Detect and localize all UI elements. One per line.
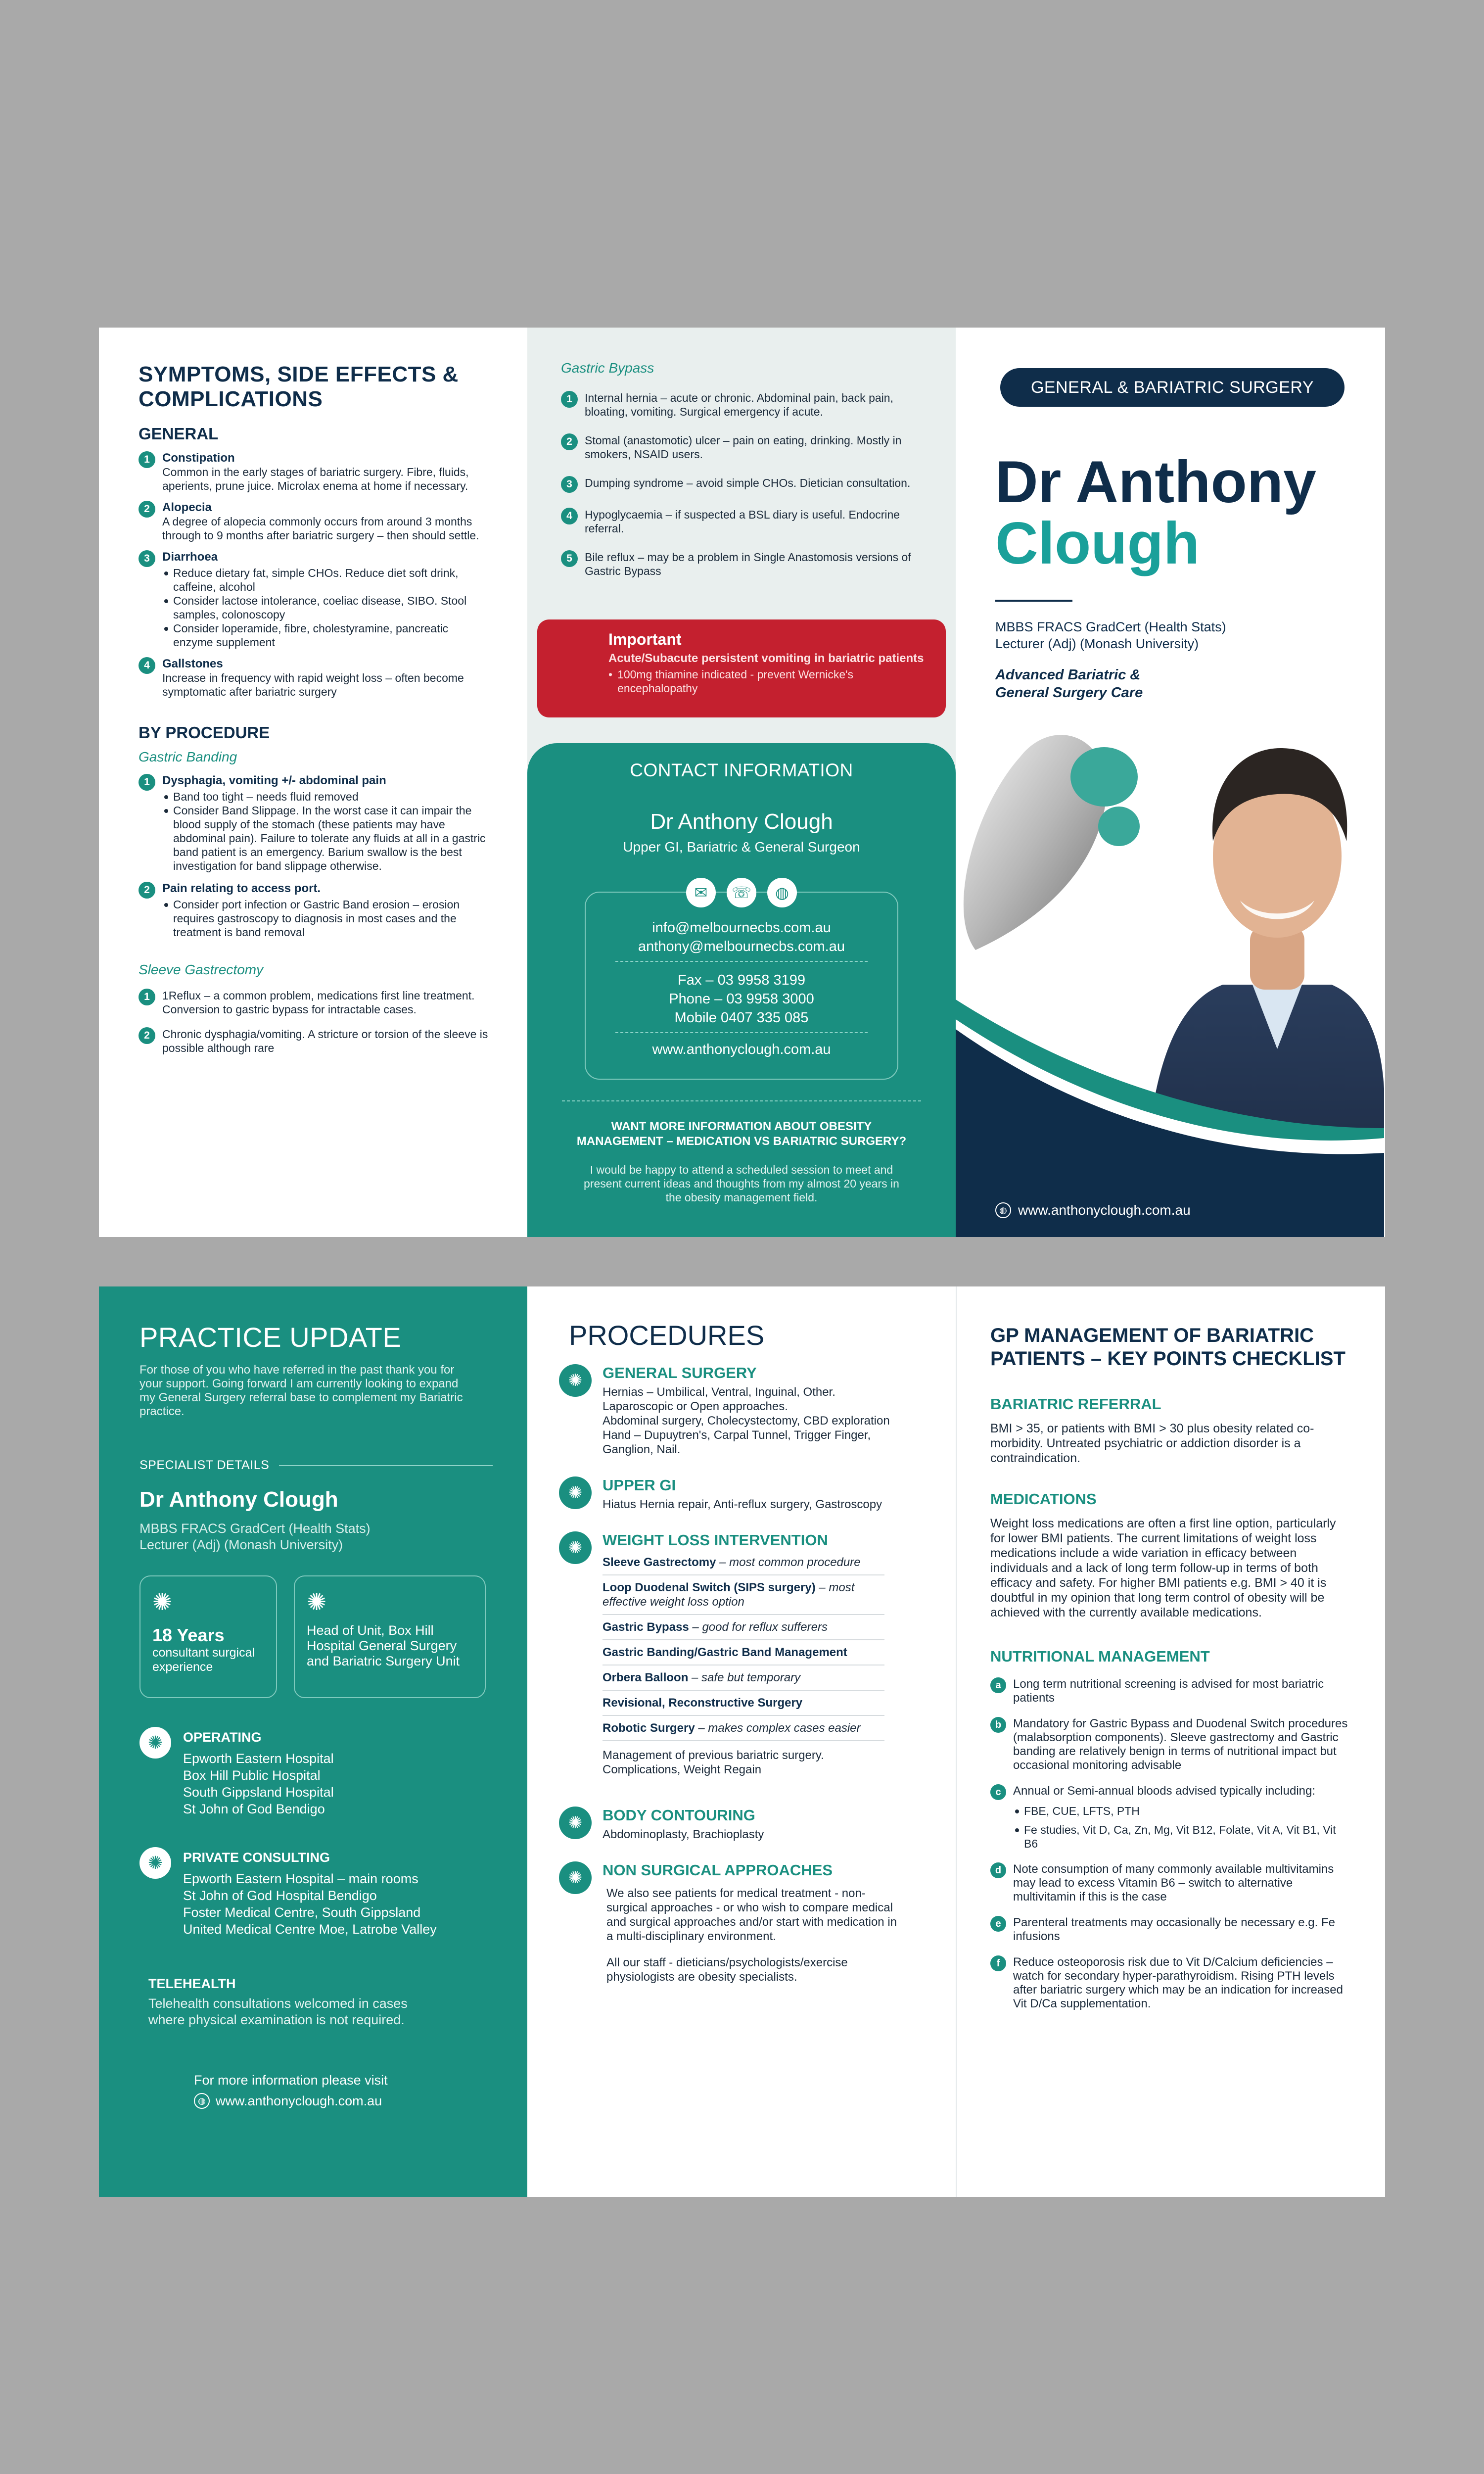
contact-name: Dr Anthony Clough xyxy=(650,809,833,834)
specialist-label: SPECIALIST DETAILS xyxy=(139,1458,270,1472)
number-badge: 2 xyxy=(561,433,578,450)
email-link-1[interactable]: info@melbournecbs.com.au xyxy=(652,920,831,936)
decor-blob xyxy=(1070,747,1138,807)
bullet-item: Reduce dietary fat, simple CHOs. Reduce diet soft drink, caffeine, alcohol xyxy=(162,566,489,594)
website-link[interactable]: www.anthonyclough.com.au xyxy=(652,1042,831,1057)
procedure-name: Gastric Banding/Gastric Band Management xyxy=(603,1646,847,1659)
specialist-label-row xyxy=(139,1458,493,1473)
number-badge: 2 xyxy=(139,882,155,899)
brochure-outside xyxy=(99,328,1385,1237)
upper-gi-text: Hiatus Hernia repair, Anti-reflux surgery, Gastroscopy xyxy=(603,1498,882,1511)
item-body xyxy=(1013,1916,1349,1944)
bypass-contact-panel xyxy=(527,328,956,1237)
more-info-text: I would be happy to attend a scheduled session to meet and present current ideas and thoughts from my almost 20 years in the obesity management field. xyxy=(584,1163,899,1204)
cover-website[interactable] xyxy=(995,1202,1191,1218)
item-text: Bile reflux – may be a problem in Single Anastomosis versions of Gastric Bypass xyxy=(585,551,911,577)
list-item: St John of God Bendigo xyxy=(183,1802,325,1816)
number-badge: 4 xyxy=(561,508,578,524)
number-badge: 3 xyxy=(139,550,155,567)
email-link-2[interactable]: anthony@melbournecbs.com.au xyxy=(638,939,845,954)
upper-gi-title: UPPER GI xyxy=(603,1476,676,1494)
list-item xyxy=(561,433,916,461)
item-text: Long term nutritional screening is advised for most bariatric patients xyxy=(1013,1677,1324,1705)
bariatric-referral-text: BMI > 35, or patients with BMI > 30 plus obesity related co-morbidity. Untreated psychiatric or addiction disorder is a contraindication. xyxy=(990,1422,1314,1465)
list-item: Epworth Eastern Hospital xyxy=(183,1751,334,1766)
item-body xyxy=(1013,1677,1349,1705)
experience-years: 18 Years xyxy=(152,1625,225,1645)
brain-icon: ✺ xyxy=(152,1589,173,1616)
nutrition-item xyxy=(990,1862,1349,1904)
list-item: Ganglion, Nail. xyxy=(603,1443,681,1456)
brain-icon: ✺ xyxy=(139,1727,171,1759)
more-info-visit: For more information please visit xyxy=(194,2073,388,2088)
letter-badge: c xyxy=(990,1784,1006,1800)
list-item: Laparoscopic or Open approaches. xyxy=(603,1400,788,1413)
item-text: Dumping syndrome – avoid simple CHOs. Dietician consultation. xyxy=(585,476,911,489)
nutrition-item xyxy=(990,1916,1349,1944)
procedure-name: Loop Duodenal Switch (SIPS surgery) xyxy=(603,1581,816,1594)
item-body xyxy=(585,476,910,493)
gastric-banding-heading: Gastric Banding xyxy=(139,749,237,764)
general-surgery-text xyxy=(603,1385,890,1457)
item-body xyxy=(162,501,489,542)
item-body xyxy=(162,882,489,939)
general-heading: GENERAL xyxy=(139,425,219,443)
bullet-item: Band too tight – needs fluid removed xyxy=(162,790,489,804)
item-body xyxy=(585,433,916,461)
general-surgery-title: GENERAL SURGERY xyxy=(603,1364,757,1381)
number-badge: 1 xyxy=(139,774,155,791)
weight-loss-title: WEIGHT LOSS INTERVENTION xyxy=(603,1531,828,1549)
item-text: Reduce osteoporosis risk due to Vit D/Calcium deficiencies – watch for secondary hyper-parathyroidism. Rising PTH levels after bariatric surgery which may be an indication for increased Vit D/Ca supplementation. xyxy=(1013,1955,1343,2010)
mobile-number[interactable]: Mobile 0407 335 085 xyxy=(674,1010,809,1026)
email-icon[interactable]: ✉ xyxy=(686,878,716,907)
item-title: Alopecia xyxy=(162,501,212,514)
list-item xyxy=(139,882,489,939)
procedure-name: Sleeve Gastrectomy xyxy=(603,1556,716,1569)
nutritional-title: NUTRITIONAL MANAGEMENT xyxy=(990,1648,1210,1665)
important-line1: Acute/Subacute persistent vomiting in bariatric patients xyxy=(608,652,924,665)
brain-icon: ✺ xyxy=(307,1589,327,1616)
item-body xyxy=(1013,1717,1349,1772)
bullet-list xyxy=(162,898,489,939)
globe-icon[interactable]: ◍ xyxy=(767,878,797,907)
procedure-note: – safe but temporary xyxy=(688,1671,801,1684)
non-surgical-title: NON SURGICAL APPROACHES xyxy=(603,1861,833,1879)
procedure-note: – makes complex cases easier xyxy=(695,1721,861,1735)
divider xyxy=(615,961,868,962)
item-text: Stomal (anastomotic) ulcer – pain on eating, drinking. Mostly in smokers, NSAID users. xyxy=(585,434,902,461)
qualification-1: MBBS FRACS GradCert (Health Stats) xyxy=(995,619,1226,634)
list-item xyxy=(139,989,489,1016)
item-text: Mandatory for Gastric Bypass and Duodenal Switch procedures (malabsorption components). Sleeve gastrectomy and Gastric banding are relatively benign in terms of nutritional impact but occasional monitoring advisable xyxy=(1013,1717,1348,1772)
bullet-item: FBE, CUE, LFTS, PTH xyxy=(1013,1804,1349,1818)
weight-loss-list xyxy=(603,1550,889,1741)
tagline-2: General Surgery Care xyxy=(995,685,1143,701)
weight-loss-item xyxy=(603,1691,884,1716)
procedure-name: Revisional, Reconstructive Surgery xyxy=(603,1696,803,1710)
nutrition-item xyxy=(990,1677,1349,1705)
list-item: Foster Medical Centre, South Gippsland xyxy=(183,1905,421,1920)
doctor-first-name: Dr Anthony xyxy=(995,449,1316,515)
list-item xyxy=(139,451,489,493)
brain-icon: ✺ xyxy=(559,1476,592,1509)
head-of-unit-card xyxy=(294,1575,486,1698)
operating-title: OPERATING xyxy=(183,1730,262,1745)
non-surgical-text-2: All our staff - dieticians/psychologists/exercise physiologists are obesity specialists. xyxy=(606,1956,848,1984)
list-item: South Gippsland Hospital xyxy=(183,1785,334,1800)
bariatric-referral-title: BARIATRIC REFERRAL xyxy=(990,1395,1161,1413)
body-contouring-section xyxy=(559,1807,926,1842)
private-consulting-title: PRIVATE CONSULTING xyxy=(183,1850,330,1865)
item-title: Dysphagia, vomiting +/- abdominal pain xyxy=(162,774,386,787)
gastric-bypass-heading: Gastric Bypass xyxy=(561,360,654,376)
specialist-qual-1: MBBS FRACS GradCert (Health Stats) xyxy=(139,1521,371,1536)
list-item: Hernias – Umbilical, Ventral, Inguinal, Other. xyxy=(603,1385,835,1399)
cover-illustration xyxy=(956,693,1384,1237)
experience-text: consultant surgical experience xyxy=(152,1646,255,1674)
bullet-dot: • xyxy=(608,668,613,681)
contact-icons xyxy=(586,878,897,907)
practice-update-title: PRACTICE UPDATE xyxy=(139,1322,402,1353)
list-item: Epworth Eastern Hospital – main rooms xyxy=(183,1871,418,1886)
bullet-item: Consider port infection or Gastric Band erosion – erosion requires gastroscopy to diagnosis in most cases and the treatment is band removal xyxy=(162,898,489,939)
gp-checklist-title: GP MANAGEMENT OF BARIATRIC PATIENTS – KEY POINTS CHECKLIST xyxy=(990,1325,1345,1370)
number-badge: 1 xyxy=(561,391,578,408)
bullet-list xyxy=(1013,1804,1349,1851)
important-bullet xyxy=(608,667,931,695)
letter-badge: d xyxy=(990,1862,1006,1878)
number-badge: 1 xyxy=(139,451,155,468)
sleeve-heading: Sleeve Gastrectomy xyxy=(139,962,264,977)
item-body xyxy=(1013,1862,1349,1904)
weight-loss-footer: Management of previous bariatric surgery. Complications, Weight Regain xyxy=(603,1749,824,1776)
general-surgery-section xyxy=(559,1364,926,1457)
non-surgical-text-1: We also see patients for medical treatment - non-surgical approaches - or who wish to compare medical and surgical approaches and/or start with medication in a multi-disciplinary environment. xyxy=(606,1887,897,1943)
list-item xyxy=(561,476,916,493)
item-text: Note consumption of many commonly available multivitamins may lead to excess Vitamin B6 – switch to alternative multivitamin if this is the case xyxy=(1013,1862,1334,1903)
telehealth-title: TELEHEALTH xyxy=(148,1976,236,1991)
letter-badge: f xyxy=(990,1955,1006,1971)
item-text: Hypoglycaemia – if suspected a BSL diary is useful. Endocrine referral. xyxy=(585,508,900,535)
weight-loss-item xyxy=(603,1665,884,1691)
item-title: Gallstones xyxy=(162,657,223,670)
important-title: Important xyxy=(608,630,682,648)
practice-update-intro: For those of you who have referred in the past thank you for your support. Going forward I am currently looking to expand my General Surgery referral base to complement my Bariatric practice. xyxy=(139,1363,463,1418)
number-badge: 4 xyxy=(139,657,155,674)
item-text: Internal hernia – acute or chronic. Abdominal pain, back pain, bloating, vomiting. Surgical emergency if acute. xyxy=(585,391,893,418)
cover-website-text: www.anthonyclough.com.au xyxy=(1018,1202,1191,1218)
phone-number[interactable]: Phone – 03 9958 3000 xyxy=(669,991,814,1007)
divider xyxy=(562,1100,921,1101)
brochure-inside xyxy=(99,1286,1385,2197)
list-item: St John of God Hospital Bendigo xyxy=(183,1888,377,1903)
procedure-name: Robotic Surgery xyxy=(603,1721,695,1735)
medications-title: MEDICATIONS xyxy=(990,1490,1097,1508)
contact-role: Upper GI, Bariatric & General Surgeon xyxy=(623,839,860,855)
procedures-panel xyxy=(527,1286,956,2197)
bullet-list xyxy=(162,790,489,873)
item-body xyxy=(585,508,916,535)
weight-loss-item xyxy=(603,1640,884,1665)
specialty-pill: GENERAL & BARIATRIC SURGERY xyxy=(1000,368,1345,407)
divider xyxy=(279,1465,493,1466)
specialist-qual-2: Lecturer (Adj) (Monash University) xyxy=(139,1537,343,1552)
item-body xyxy=(585,391,916,419)
banding-list xyxy=(139,774,489,939)
qualifications xyxy=(995,618,1226,652)
number-badge: 1 xyxy=(139,989,155,1005)
doctor-last-name: Clough xyxy=(995,510,1200,576)
contact-section xyxy=(527,743,956,1237)
bullet-item: Consider loperamide, fibre, cholestyramine, pancreatic enzyme supplement xyxy=(162,621,489,649)
non-surgical-section xyxy=(559,1861,926,1984)
sleeve-list xyxy=(139,989,489,1055)
procedures-title: PROCEDURES xyxy=(569,1320,765,1351)
number-badge: 2 xyxy=(139,1027,155,1044)
item-text: 1Reflux – a common problem, medications first line treatment. Conversion to gastric bypass for intractable cases. xyxy=(162,989,475,1016)
item-body xyxy=(162,550,489,649)
body-contouring-text: Abdominoplasty, Brachioplasty xyxy=(603,1828,764,1841)
list-item xyxy=(139,657,489,699)
item-body xyxy=(1013,1955,1349,2011)
bullet-item: Consider Band Slippage. In the worst case it can impair the blood supply of the stomach (these patients may have abdominal pain). Failure to tolerate any fluids at all in a gastric band patient is an emergency. Barium swallow is the best investigation for band slippage otherwise. xyxy=(162,804,489,873)
divider xyxy=(615,1032,868,1033)
procedure-note: – most common procedure xyxy=(716,1556,861,1569)
qualification-2: Lecturer (Adj) (Monash University) xyxy=(995,636,1199,651)
footer-website[interactable] xyxy=(194,2093,493,2109)
tagline-1: Advanced Bariatric & xyxy=(995,667,1141,683)
weight-loss-item xyxy=(603,1716,884,1741)
phone-icon[interactable]: ☏ xyxy=(727,878,756,907)
specialist-cards xyxy=(139,1575,493,1698)
bullet-item: Consider lactose intolerance, coeliac disease, SIBO. Stool samples, colonoscopy xyxy=(162,594,489,621)
brain-icon: ✺ xyxy=(139,1847,171,1879)
number-badge: 5 xyxy=(561,550,578,567)
item-title: Constipation xyxy=(162,451,235,465)
important-box xyxy=(537,619,946,717)
item-text: Common in the early stages of bariatric surgery. Fibre, fluids, aperients, prune juice. Microlax enema at home if necessary. xyxy=(162,466,469,492)
list-item xyxy=(561,391,916,419)
procedure-name: Orbera Balloon xyxy=(603,1671,689,1684)
brain-icon: ✺ xyxy=(559,1861,592,1894)
globe-icon: ◍ xyxy=(995,1202,1011,1218)
more-info-title: WANT MORE INFORMATION ABOUT OBESITY MANAGEMENT – MEDICATION VS BARIATRIC SURGERY? xyxy=(576,1120,907,1148)
private-consulting-list xyxy=(183,1870,437,1938)
contact-heading: CONTACT INFORMATION xyxy=(630,760,853,780)
contact-box xyxy=(585,884,898,1080)
list-item xyxy=(139,550,489,649)
list-item: Hand – Dupuytren's, Carpal Tunnel, Trigger Finger, xyxy=(603,1428,871,1442)
item-body xyxy=(1013,1784,1349,1851)
item-body xyxy=(162,774,489,873)
item-body xyxy=(162,451,489,493)
body-contouring-title: BODY CONTOURING xyxy=(603,1807,755,1824)
bypass-list xyxy=(561,391,916,578)
symptoms-title: SYMPTOMS, SIDE EFFECTS & COMPLICATIONS xyxy=(139,362,459,411)
weight-loss-section xyxy=(559,1531,926,1777)
gp-checklist-panel xyxy=(956,1286,1384,2197)
item-text: Chronic dysphagia/vomiting. A stricture or torsion of the sleeve is possible although rare xyxy=(162,1028,488,1054)
list-item xyxy=(139,501,489,542)
general-list xyxy=(139,451,489,699)
number-badge: 2 xyxy=(139,501,155,518)
nutrition-item xyxy=(990,1784,1349,1851)
decor-blob xyxy=(1098,807,1140,846)
item-body xyxy=(585,550,916,578)
item-text: Increase in frequency with rapid weight loss – often become symptomatic after bariatric surgery xyxy=(162,671,464,698)
item-body xyxy=(162,989,489,1016)
list-item: United Medical Centre Moe, Latrobe Valley xyxy=(183,1922,437,1937)
head-of-unit-text: Head of Unit, Box Hill Hospital General Surgery and Bariatric Surgery Unit xyxy=(307,1623,460,1668)
number-badge: 3 xyxy=(561,476,578,493)
list-item xyxy=(561,508,916,535)
bullet-list xyxy=(162,566,489,649)
by-procedure-heading: BY PROCEDURE xyxy=(139,723,270,742)
item-body xyxy=(162,657,489,699)
procedure-note: – most effective weight loss option xyxy=(603,1581,855,1609)
procedure-note: – good for reflux sufferers xyxy=(689,1620,828,1634)
weight-loss-item xyxy=(603,1615,884,1640)
letter-badge: a xyxy=(990,1677,1006,1693)
nutritional-list xyxy=(990,1677,1349,2011)
weight-loss-item xyxy=(603,1575,884,1615)
brain-icon: ✺ xyxy=(559,1364,592,1397)
brain-icon: ✺ xyxy=(559,1531,592,1564)
nutrition-item xyxy=(990,1717,1349,1772)
nutrition-item xyxy=(990,1955,1349,2011)
private-consulting-section xyxy=(139,1847,493,1938)
weight-loss-item xyxy=(603,1550,884,1575)
list-item xyxy=(139,1027,489,1055)
title-rule xyxy=(995,600,1072,602)
list-item: Abdominal surgery, Cholecystectomy, CBD exploration xyxy=(603,1414,890,1427)
letter-badge: b xyxy=(990,1717,1006,1733)
list-item xyxy=(561,550,916,578)
upper-gi-section xyxy=(559,1476,926,1512)
practice-update-panel xyxy=(99,1286,527,2197)
globe-icon: ◍ xyxy=(194,2093,210,2109)
fax-number: Fax – 03 9958 3199 xyxy=(678,972,805,988)
item-title: Diarrhoea xyxy=(162,550,218,564)
medications-text: Weight loss medications are often a first line option, particularly for lower BMI patients. The current limitations of weight loss medications include a wide variation in efficacy between individuals and a lack of long term follow-up in terms of both efficacy and safety. For higher BMI patients e.g. BMI > 40 it is doubtful in my opinion that long term control of obesity will be achieved with the currently available medications. xyxy=(990,1517,1336,1619)
operating-list xyxy=(183,1750,334,1817)
brain-icon: ✺ xyxy=(559,1807,592,1839)
specialist-name: Dr Anthony Clough xyxy=(139,1487,338,1512)
symptoms-panel xyxy=(99,328,527,1237)
telehealth-text: Telehealth consultations welcomed in cases where physical examination is not required. xyxy=(148,1996,408,2027)
procedure-name: Gastric Bypass xyxy=(603,1620,689,1634)
item-text: Parenteral treatments may occasionally be necessary e.g. Fe infusions xyxy=(1013,1916,1335,1943)
footer-website-text: www.anthonyclough.com.au xyxy=(216,2093,382,2108)
list-item xyxy=(139,774,489,873)
cover-panel xyxy=(956,328,1384,1237)
experience-card xyxy=(139,1575,277,1698)
bullet-item: Fe studies, Vit D, Ca, Zn, Mg, Vit B12, Folate, Vit A, Vit B1, Vit B6 xyxy=(1013,1823,1349,1851)
item-body xyxy=(162,1027,489,1055)
important-line2: 100mg thiamine indicated - prevent Wernicke's encephalopathy xyxy=(617,668,854,695)
item-text: A degree of alopecia commonly occurs from around 3 months through to 9 months after bariatric surgery – then should settle. xyxy=(162,515,479,542)
operating-section xyxy=(139,1727,493,1817)
item-text: Annual or Semi-annual bloods advised typically including: xyxy=(1013,1784,1316,1798)
item-title: Pain relating to access port. xyxy=(162,882,321,895)
letter-badge: e xyxy=(990,1916,1006,1932)
list-item: Box Hill Public Hospital xyxy=(183,1768,321,1783)
